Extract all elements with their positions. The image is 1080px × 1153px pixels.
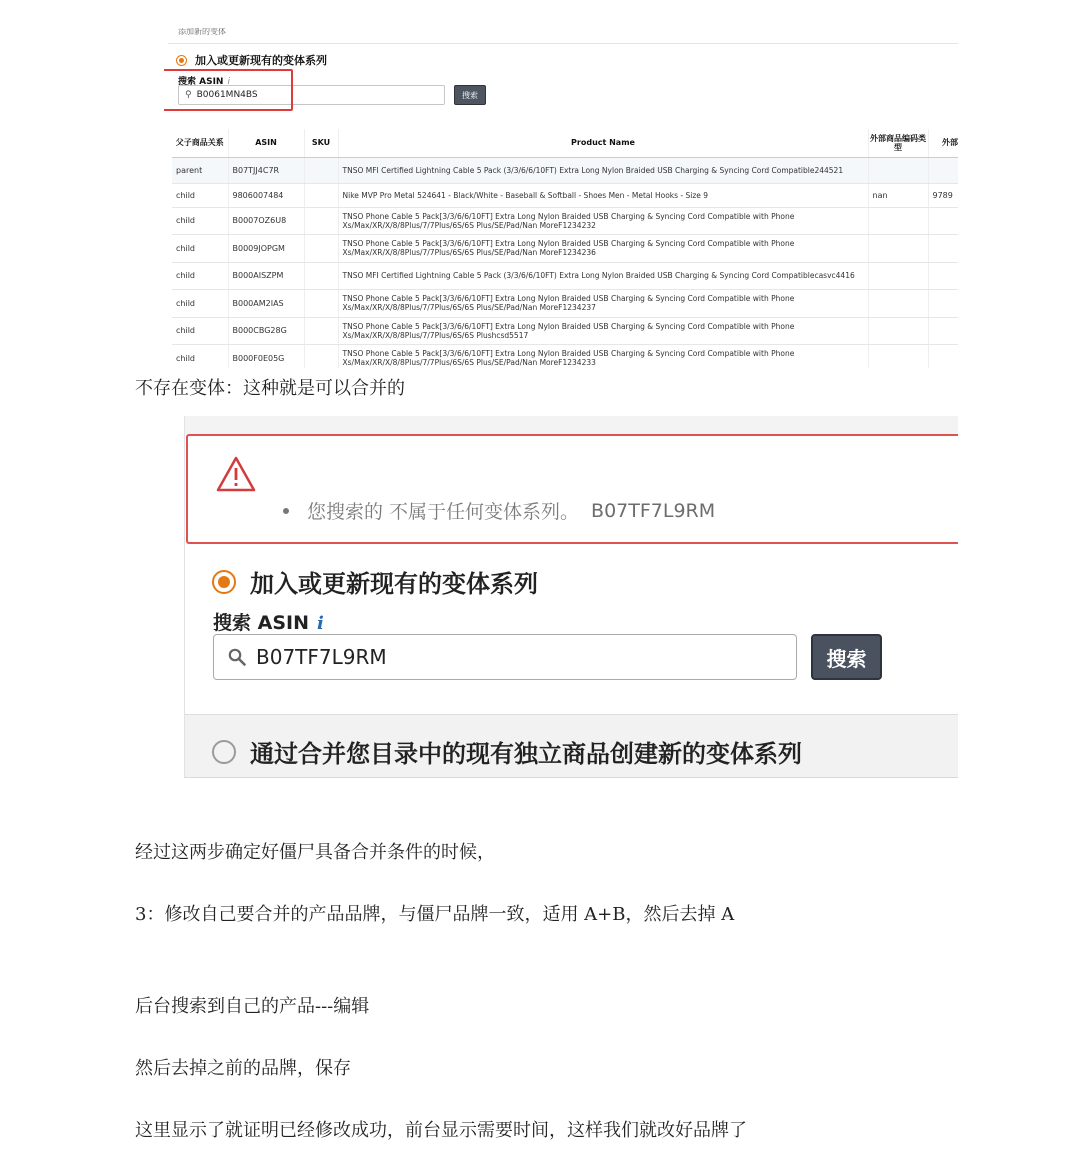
paragraph: 然后去掉之前的品牌，保存 — [135, 1058, 351, 1079]
cell-asin: B000AM2IAS — [228, 290, 304, 318]
cell-ext — [928, 317, 958, 345]
join-variation-label: 加入或更新现有的变体系列 — [250, 570, 538, 598]
cell-sku — [304, 345, 338, 369]
create-variation-label: 通过合并您目录中的现有独立商品创建新的变体系列 — [250, 740, 802, 768]
cell-sku — [304, 207, 338, 235]
divider — [168, 43, 958, 44]
cell-name: TNSO MFI Certified Lightning Cable 5 Pack (3/3/6/6/10FT) Extra Long Nylon Braided USB Charging & Syncing Cord Compatiblecasvc4416 — [338, 262, 868, 290]
search-icon — [228, 648, 246, 666]
cell-asin: B000CBG28G — [228, 317, 304, 345]
table-row[interactable] — [172, 262, 958, 290]
paragraph: 后台搜索到自己的产品---编辑 — [135, 996, 370, 1017]
cell-name: TNSO Phone Cable 5 Pack[3/3/6/6/10FT] Extra Long Nylon Braided USB Charging & Syncing Cord Compatible with Phone Xs/Max/XR/X/8/8Plus/7/7Plus/6S/6S Plushcsd5517 — [338, 317, 868, 345]
cell-type: nan — [868, 183, 928, 207]
search-icon: ⚲ — [185, 90, 192, 100]
cell-ext — [928, 235, 958, 263]
cell-ext — [928, 290, 958, 318]
asin-search-value: B07TF7L9RM — [256, 645, 387, 669]
asin-search-value: B0061MN4BS — [196, 90, 258, 100]
join-variation-radio[interactable] — [176, 52, 327, 68]
cell-type — [868, 262, 928, 290]
table-row[interactable] — [172, 290, 958, 318]
cell-asin: B07TJJ4C7R — [228, 157, 304, 183]
highlight-annotation-box — [164, 69, 293, 111]
warning-icon — [216, 456, 256, 492]
alert-message — [283, 497, 715, 524]
col-header[interactable]: ASIN — [228, 129, 304, 157]
create-variation-radio[interactable] — [212, 734, 802, 769]
col-header[interactable]: Product Name — [338, 129, 868, 157]
search-asin-label — [213, 608, 324, 635]
cell-ext — [928, 207, 958, 235]
cell-type — [868, 235, 928, 263]
cell-asin: B0007OZ6U8 — [228, 207, 304, 235]
table-row[interactable] — [172, 345, 958, 369]
error-alert — [186, 434, 958, 544]
info-icon[interactable]: i — [316, 613, 324, 634]
cell-type — [868, 290, 928, 318]
info-icon[interactable]: i — [227, 77, 230, 87]
cell-sku — [304, 262, 338, 290]
join-variation-radio[interactable] — [212, 564, 538, 599]
col-header[interactable]: 外部商品编码类型 — [868, 129, 928, 157]
cut-off-label: 添加新的变体 — [178, 28, 226, 36]
table-row[interactable] — [172, 207, 958, 235]
search-button[interactable]: 搜索 — [454, 85, 486, 105]
paragraph: 经过这两步确定好僵尸具备合并条件的时候， — [135, 842, 495, 863]
col-header[interactable]: SKU — [304, 129, 338, 157]
cell-relation: child — [172, 317, 228, 345]
cell-asin: B000AISZPM — [228, 262, 304, 290]
cell-asin: B000F0E05G — [228, 345, 304, 369]
cell-ext — [928, 345, 958, 369]
search-button[interactable]: 搜索 — [811, 634, 882, 680]
radio-unselected-icon[interactable] — [212, 740, 236, 764]
cell-name: TNSO Phone Cable 5 Pack[3/3/6/6/10FT] Extra Long Nylon Braided USB Charging & Syncing Cord Compatible with Phone Xs/Max/XR/X/8/8Plus/7/7Plus/6S/6S Plus/SE/Pad/Nan MoreF1234236 — [338, 235, 868, 263]
cell-ext — [928, 262, 958, 290]
cell-name: TNSO Phone Cable 5 Pack[3/3/6/6/10FT] Extra Long Nylon Braided USB Charging & Syncing Cord Compatible with Phone Xs/Max/XR/X/8/8Plus/7/7Plus/6S/6S Plus/SE/Pad/Nan MoreF1234232 — [338, 207, 868, 235]
radio-selected-icon[interactable] — [212, 570, 236, 594]
paragraph: 这里显示了就证明已经修改成功，前台显示需要时间，这样我们就改好品牌了 — [135, 1120, 747, 1141]
table-row[interactable] — [172, 157, 958, 183]
search-asin-text: 搜索 ASIN — [213, 612, 309, 634]
variation-search-zoom-screenshot — [184, 416, 958, 778]
cell-sku — [304, 290, 338, 318]
cell-type — [868, 345, 928, 369]
cell-relation: child — [172, 207, 228, 235]
cell-ext: 9789 — [928, 183, 958, 207]
variation-table — [172, 129, 958, 368]
bullet — [283, 508, 289, 514]
col-header[interactable]: 父子商品关系 — [172, 129, 228, 157]
cell-relation: child — [172, 290, 228, 318]
cell-sku — [304, 157, 338, 183]
cell-asin: B0009JOPGM — [228, 235, 304, 263]
search-asin-text: 搜索 ASIN — [178, 77, 224, 87]
cell-relation: child — [172, 262, 228, 290]
cell-sku — [304, 317, 338, 345]
paragraph: 3：修改自己要合并的产品品牌，与僵尸品牌一致，适用 A+B，然后去掉 A — [135, 904, 735, 925]
variation-search-screenshot — [164, 28, 958, 368]
col-header[interactable]: 外部 — [928, 129, 958, 157]
cell-type — [868, 207, 928, 235]
table-row[interactable] — [172, 317, 958, 345]
cell-sku — [304, 235, 338, 263]
cell-relation: child — [172, 183, 228, 207]
table-header-row — [172, 129, 958, 157]
cell-asin: 9806007484 — [228, 183, 304, 207]
cell-name: TNSO MFI Certified Lightning Cable 5 Pack (3/3/6/6/10FT) Extra Long Nylon Braided USB Charging & Syncing Cord Compatible244521 — [338, 157, 868, 183]
table-row[interactable] — [172, 183, 958, 207]
cell-name: TNSO Phone Cable 5 Pack[3/3/6/6/10FT] Extra Long Nylon Braided USB Charging & Syncing Cord Compatible with Phone Xs/Max/XR/X/8/8Plus/7/7Plus/6S/6S Plus/SE/Pad/Nan MoreF1234233 — [338, 345, 868, 369]
cell-sku — [304, 183, 338, 207]
cell-relation: child — [172, 345, 228, 369]
cell-type — [868, 317, 928, 345]
cell-relation: child — [172, 235, 228, 263]
alert-asin: B07TF7L9RM — [591, 499, 716, 522]
cell-type — [868, 157, 928, 183]
cell-name: TNSO Phone Cable 5 Pack[3/3/6/6/10FT] Extra Long Nylon Braided USB Charging & Syncing Cord Compatible with Phone Xs/Max/XR/X/8/8Plus/7/7Plus/6S/6S Plus/SE/Pad/Nan MoreF1234237 — [338, 290, 868, 318]
top-bar — [185, 416, 958, 434]
cell-relation: parent — [172, 157, 228, 183]
asin-search-input[interactable] — [213, 634, 797, 680]
alert-text: 您搜索的 不属于任何变体系列。 — [307, 501, 580, 523]
cell-ext — [928, 157, 958, 183]
table-row[interactable] — [172, 235, 958, 263]
join-variation-label: 加入或更新现有的变体系列 — [195, 54, 327, 67]
radio-selected-icon[interactable] — [176, 55, 187, 66]
caption-no-variation: 不存在变体：这种就是可以合并的 — [135, 378, 405, 399]
cell-name: Nike MVP Pro Metal 524641 - Black/White - Baseball & Softball - Shoes Men - Metal Hooks - Size 9 — [338, 183, 868, 207]
